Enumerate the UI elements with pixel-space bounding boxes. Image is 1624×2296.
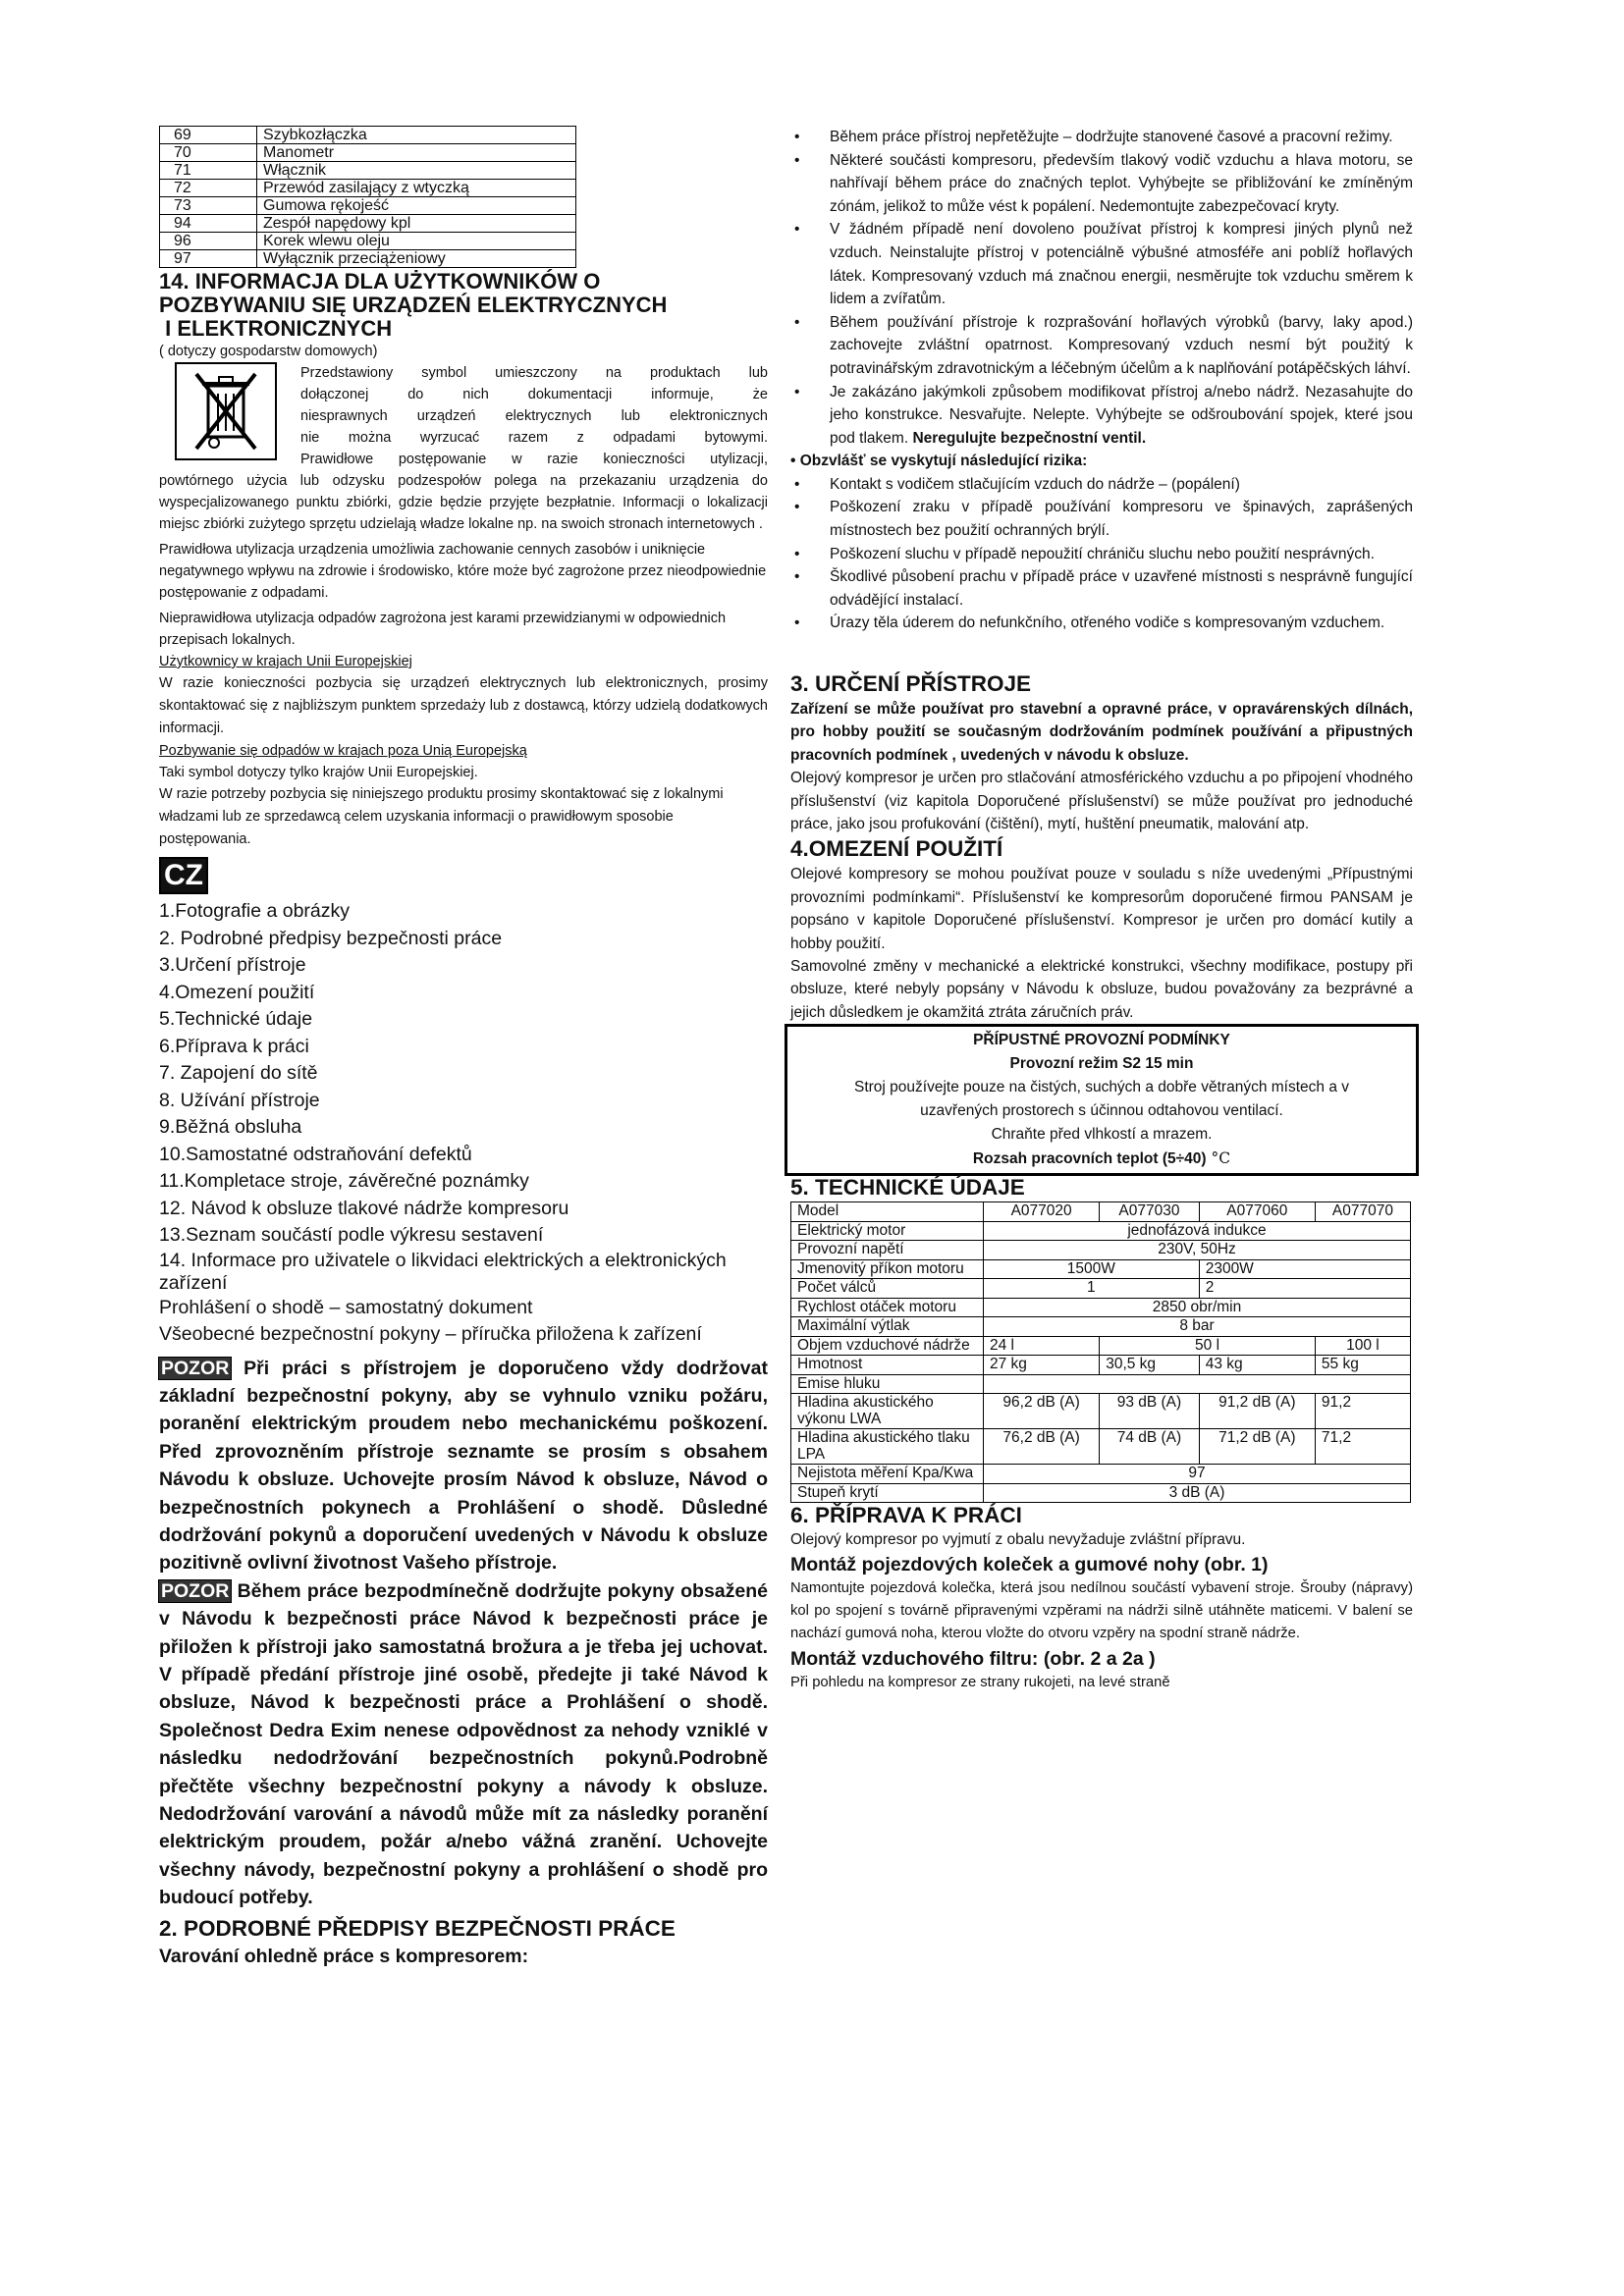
heading-line: POZBYWANIU SIĘ URZĄDZEŃ ELEKTRYCZNYCH bbox=[159, 293, 668, 317]
cell-label: Stupeň krytí bbox=[791, 1483, 984, 1503]
conditions-line: uzavřených prostorech s účinnou odtahovou ventilací. bbox=[920, 1102, 1283, 1120]
heading-line: 14. INFORMACJA DLA UŻYTKOWNIKÓW O bbox=[159, 269, 601, 294]
table-row bbox=[791, 1259, 1411, 1279]
toc-item: 12. Návod k obsluze tlakové nádrže kompresoru bbox=[159, 1197, 569, 1219]
section-2-subheading: Varování ohledně práce s kompresorem: bbox=[159, 1945, 529, 1967]
toc-item: Prohlášení o shodě – samostatný dokument bbox=[159, 1296, 533, 1318]
part-number: 94 bbox=[160, 215, 257, 233]
list-item: • Některé součásti kompresoru, především tlakový vodič vzduchu a hlava motoru, se nahřívají během práce do značných teplot. Vyhýbejte se přibližování ke zmíněným zónám, jelikož to může vést k popálení. Nedemontujte zabezpečovací kryty. bbox=[790, 149, 1413, 219]
pozor-text: Při práci s přístrojem je doporučeno vždy dodržovat základní bezpečnostní pokyny, aby se vyhnulo vzniku požáru, poranění elektrickým proudem nebo mechanickému poškození. Před zprovozněním přístroje seznamte se prosím s obsahem Návodu k obsluze. Uchovejte prosím Návod k obsluze, Návod o bezpečnostních pokynech a Prohlášení o shodě. Důsledné dodržování pokynů a doporučení uvedených v Návodu k obsluze pozitivně ovlivní životnost Vašeho přístroje. bbox=[159, 1357, 768, 1575]
section-14-heading bbox=[159, 270, 768, 341]
part-name: Zespół napędowy kpl bbox=[257, 215, 576, 233]
pozor-label: POZOR bbox=[161, 1357, 230, 1379]
paragraph: W razie potrzeby pozbycia się niniejszego produktu prosimy skontaktować się z lokalnymi władzami lub ze sprzedawcą celem uzyskania informacji o prawidłowym sposobie postępowania. bbox=[159, 786, 724, 847]
technical-data-table bbox=[790, 1201, 1411, 1503]
weee-line: niesprawnych urządzeń elektrycznych lub elektronicznych bbox=[300, 408, 768, 424]
cell-label: Emise hluku bbox=[791, 1374, 984, 1394]
households-note: ( dotyczy gospodarstw domowych) bbox=[159, 344, 378, 359]
section-3-body: Olejový kompresor je určen pro stlačování atmosférického vzduchu a po připojení vhodného příslušenství (viz kapitola Doporučené příslušenství) se může používat pro jednoduché práce, jako jsou profukování (čištění), mytí, huštění pneumatik, malování atp. bbox=[790, 770, 1413, 832]
toc-item: 13.Seznam součástí podle výkresu sestavení bbox=[159, 1224, 544, 1246]
part-name: Wyłącznik przeciążeniowy bbox=[257, 250, 576, 268]
list-item: • Poškození sluchu v případě nepoužití chrániču sluchu nebo použití nesprávných. bbox=[790, 543, 1413, 566]
bullet-bold: Neregulujte bezpečnostní ventil. bbox=[912, 429, 1147, 447]
list-item bbox=[790, 381, 1413, 451]
conditions-line: Chraňte před vlhkostí a mrazem. bbox=[991, 1126, 1213, 1144]
cz-language-badge: CZ bbox=[159, 857, 208, 894]
non-eu-heading: Pozbywanie się odpadów w krajach poza Unią Europejską bbox=[159, 743, 527, 759]
toc-item: 8. Užívání přístroje bbox=[159, 1089, 320, 1111]
part-name: Manometr bbox=[257, 144, 576, 162]
cell: A077060 bbox=[1199, 1202, 1315, 1222]
cell: 97 bbox=[984, 1465, 1411, 1484]
part-name: Włącznik bbox=[257, 162, 576, 180]
cell: 1500W bbox=[984, 1259, 1200, 1279]
table-row bbox=[160, 162, 576, 180]
section-6-heading: 6. PŘÍPRAVA K PRÁCI bbox=[790, 1503, 1022, 1528]
toc-item: 10.Samostatné odstraňování defektů bbox=[159, 1143, 472, 1165]
temp-unit: °C bbox=[1206, 1149, 1231, 1168]
table-row bbox=[791, 1202, 1411, 1222]
conditions-line: Stroj používejte pouze na čistých, suchých a dobře větraných místech a v bbox=[853, 1079, 1349, 1096]
table-row bbox=[791, 1336, 1411, 1356]
cell: 100 l bbox=[1315, 1336, 1410, 1356]
cell-label: Hladina akustického výkonu LWA bbox=[791, 1394, 984, 1429]
pozor-label: POZOR bbox=[161, 1579, 230, 1602]
section-6-subheading: Montáž pojezdových koleček a gumové nohy (obr. 1) bbox=[790, 1553, 1269, 1575]
paragraph: powtórnego użycia lub odzysku podzespołów polega na przekazaniu urządzenia do wyspecjalizowanego punktu zbiórki, gdzie będzie przyjęte bezpłatnie. Informacji o lokalizacji miejsc zbiórki zużytego sprzętu udzielają władze lokalne np. na swoich stronach internetowych . bbox=[159, 473, 768, 532]
cell: 3 dB (A) bbox=[984, 1483, 1411, 1503]
cell: jednofázová indukce bbox=[984, 1221, 1411, 1241]
cell: 24 l bbox=[984, 1336, 1100, 1356]
weee-block bbox=[159, 341, 768, 470]
table-row bbox=[791, 1221, 1411, 1241]
list-item: • Během používání přístroje k rozprašování hořlavých výrobků (barvy, laky apod.) zachovejte zvláštní opatrnost. Kompresovaný vzduch nesmí být použitý k potravinářským zdravotnickým a léčebným účelům a k naplňování potápěčských láhví. bbox=[790, 311, 1413, 381]
section-4-body: Olejové kompresory se mohou používat pouze v souladu s níže uvedenými „Přípustnými provozními podmínkami“. Příslušenství ke kompresorům doporučené firmou PANSAM je popsáno v kapitole Doporučené příslušenství. Kompresor je určen pro domácí kutily a hobby použití. bbox=[790, 866, 1413, 952]
cell: 30,5 kg bbox=[1100, 1356, 1200, 1375]
toc-item: 14. Informace pro uživatele o likvidaci elektrických a elektronických zařízení bbox=[159, 1249, 727, 1294]
cell: 27 kg bbox=[984, 1356, 1100, 1375]
table-row bbox=[160, 127, 576, 144]
section-6-body: Namontujte pojezdová kolečka, která jsou nedílnou součástí vybavení stroje. Šrouby (nápravy) kol po spojení s továrně připravenými vzpěrami na nádrži silně utáhněte maticemi. V balení se nachází gumová noha, kterou vložte do otvoru vzpěry na spodní straně nádrže. bbox=[790, 1579, 1413, 1642]
cell-label: Maximální výtlak bbox=[791, 1317, 984, 1337]
cell: 8 bar bbox=[984, 1317, 1411, 1337]
cell-label: Model bbox=[791, 1202, 984, 1222]
cell-label: Počet válců bbox=[791, 1279, 984, 1299]
cell: 74 dB (A) bbox=[1100, 1429, 1200, 1465]
part-number: 96 bbox=[160, 233, 257, 250]
part-name: Gumowa rękojeść bbox=[257, 197, 576, 215]
cell: 2 bbox=[1199, 1279, 1410, 1299]
paragraph: Prawidłowa utylizacja urządzenia umożliwia zachowanie cennych zasobów i uniknięcie negatywnego wpływu na zdrowie i środowisko, które może być zagrożone przez nieodpowiednie postępowanie z odpadami. bbox=[159, 542, 767, 601]
cell-label: Rychlost otáček motoru bbox=[791, 1298, 984, 1317]
weee-line: dołączonej do nich dokumentacji informuje, że bbox=[300, 387, 768, 402]
cell: A077020 bbox=[984, 1202, 1100, 1222]
bullet-text: Je zakázáno jakýmkoli způsobem modifikovat přístroj a/nebo nádrž. Nezasahujte do jeho konstrukce. Nesvařujte. Nelepte. Vyhýbejte se odšroubování spojek, které jsou pod tlakem. bbox=[830, 383, 1413, 447]
conditions-title: PŘÍPUSTNÉ PROVOZNÍ PODMÍNKY bbox=[973, 1032, 1230, 1049]
part-number: 97 bbox=[160, 250, 257, 268]
operating-conditions-box bbox=[785, 1024, 1419, 1176]
toc-item: 6.Příprava k práci bbox=[159, 1035, 309, 1057]
list-item: • Kontakt s vodičem stlačujícím vzduch do nádrže – (popálení) bbox=[790, 473, 1413, 497]
table-row bbox=[791, 1394, 1411, 1429]
cell: 91,2 bbox=[1315, 1394, 1410, 1429]
right-column bbox=[790, 126, 1413, 1694]
weee-line: nie można wyrzucać razem z odpadami bytowymi. bbox=[300, 430, 768, 446]
section-2-heading: 2. PODROBNÉ PŘEDPISY BEZPEČNOSTI PRÁCE bbox=[159, 1915, 676, 1941]
toc-item: 1.Fotografie a obrázky bbox=[159, 900, 351, 922]
cell: 76,2 dB (A) bbox=[984, 1429, 1100, 1465]
part-name: Przewód zasilający z wtyczką bbox=[257, 180, 576, 197]
part-number: 71 bbox=[160, 162, 257, 180]
eu-heading: Użytkownicy w krajach Unii Europejskiej bbox=[159, 654, 412, 669]
toc-item: 9.Běžná obsluha bbox=[159, 1116, 302, 1138]
table-row bbox=[791, 1317, 1411, 1337]
toc-item: 5.Technické údaje bbox=[159, 1008, 313, 1030]
paragraph: W razie konieczności pozbycia się urządzeń elektrycznych lub elektronicznych, prosimy skontaktować się z najbliższym punktem sprzedaży lub z dostawcą, którzy udzielą dodatkowych informacji. bbox=[159, 675, 768, 736]
weee-line: Prawidłowe postępowanie w razie konieczności utylizacji, bbox=[300, 452, 768, 467]
part-number: 69 bbox=[160, 127, 257, 144]
section-4-body: Samovolné změny v mechanické a elektrické konstrukci, všechny modifikace, postupy při obsluze, které nebyly popsány v Návodu k obsluze, budou považovány za bezprávné a jejich důsledkem je okamžitá ztráta záručních práv. bbox=[790, 957, 1413, 1021]
weee-line: Przedstawiony symbol umieszczony na produktach lub bbox=[300, 365, 768, 381]
part-number: 70 bbox=[160, 144, 257, 162]
section-4-heading: 4.OMEZENÍ POUŽITÍ bbox=[790, 836, 1003, 862]
part-number: 72 bbox=[160, 180, 257, 197]
paragraph: Nieprawidłowa utylizacja odpadów zagrożona jest karami przewidzianymi w odpowiednich przepisach lokalnych. bbox=[159, 611, 727, 648]
table-row bbox=[160, 180, 576, 197]
cell-label: Hladina akustického tlaku LPA bbox=[791, 1429, 984, 1465]
cell-label: Elektrický motor bbox=[791, 1221, 984, 1241]
conditions-mode: Provozní režim S2 15 min bbox=[1009, 1055, 1194, 1073]
table-row bbox=[791, 1429, 1411, 1465]
table-row bbox=[791, 1483, 1411, 1503]
cell: 50 l bbox=[1100, 1336, 1316, 1356]
cell-label: Objem vzduchové nádrže bbox=[791, 1336, 984, 1356]
part-name: Szybkozłączka bbox=[257, 127, 576, 144]
table-row bbox=[791, 1465, 1411, 1484]
cell: 71,2 bbox=[1315, 1429, 1410, 1465]
table-row bbox=[160, 233, 576, 250]
pozor-paragraph-2 bbox=[159, 1577, 768, 1912]
cell-label: Nejistota měření Kpa/Kwa bbox=[791, 1465, 984, 1484]
cell: 91,2 dB (A) bbox=[1199, 1394, 1315, 1429]
parts-table bbox=[159, 126, 576, 268]
pozor-text: Během práce bezpodmínečně dodržujte pokyny obsažené v Návodu k bezpečnosti práce Návod k bezpečnosti práce je přiložen k přístroji jako samostatná brožura a je třeba jej uchovat. V případě předání přístroje jiné osobě, předejte ji také Návod k obsluze, Návod k bezpečnosti práce a Prohlášení o shodě. Společnost Dedra Exim nenese odpovědnost za nehody vzniklé v následku nedodržování bezpečnostních pokynů.Podrobně přečtěte všechny bezpečnostní pokyny a návody k obsluze. Nedodržování varování a návodů může mít za následky poranění elektrickým proudem, požár a/nebo vážná zranění. Uchovejte všechny návody, bezpečnostní pokyny a prohlášení o shodě pro budoucí potřeby. bbox=[159, 1579, 768, 1909]
heading-line: I ELEKTRONICZNYCH bbox=[159, 316, 393, 341]
table-row bbox=[791, 1356, 1411, 1375]
toc-item: Všeobecné bezpečnostní pokyny – příručka přiložena k zařízení bbox=[159, 1323, 702, 1345]
toc-item: 2. Podrobné předpisy bezpečnosti práce bbox=[159, 927, 503, 949]
cell-label: Hmotnost bbox=[791, 1356, 984, 1375]
section-3-heading: 3. URČENÍ PŘÍSTROJE bbox=[790, 670, 1032, 696]
table-row bbox=[160, 215, 576, 233]
list-item: • Úrazy těla úderem do nefunkčního, otřeného vodiče s kompresovaným vzduchem. bbox=[790, 612, 1413, 635]
toc-item: 4.Omezení použití bbox=[159, 981, 315, 1003]
cell-label: Jmenovitý příkon motoru bbox=[791, 1259, 984, 1279]
part-name: Korek wlewu oleju bbox=[257, 233, 576, 250]
cell: 2850 obr/min bbox=[984, 1298, 1411, 1317]
section-6-body: Při pohledu na kompresor ze strany rukojeti, na levé straně bbox=[790, 1674, 1170, 1690]
section-6-intro: Olejový kompresor po vyjmutí z obalu nevyžaduje zvláštní přípravu. bbox=[790, 1531, 1246, 1549]
warning-list bbox=[790, 126, 1413, 381]
temp-range: Rozsah pracovních teplot (5÷40) bbox=[972, 1150, 1207, 1168]
table-row bbox=[160, 144, 576, 162]
section-6-subheading: Montáž vzduchového filtru: (obr. 2 a 2a ) bbox=[790, 1647, 1156, 1670]
toc-item: 7. Zapojení do sítě bbox=[159, 1062, 318, 1084]
cell: A077070 bbox=[1315, 1202, 1410, 1222]
cell: 1 bbox=[984, 1279, 1200, 1299]
cell: 71,2 dB (A) bbox=[1199, 1429, 1315, 1465]
table-row bbox=[791, 1374, 1411, 1394]
section-3-bold: Zařízení se může používat pro stavební a opravné práce, v opravárenských dílnách, pro hobby použití se současným dodržováním podmínek používání a připustných pracovních podmínek , uvedených v návodu k obsluze. bbox=[790, 700, 1413, 764]
table-row bbox=[791, 1279, 1411, 1299]
toc-item: 3.Určení přístroje bbox=[159, 954, 306, 976]
pozor-paragraph-1 bbox=[159, 1355, 768, 1577]
table-row bbox=[160, 250, 576, 268]
cell: 2300W bbox=[1199, 1259, 1410, 1279]
table-row bbox=[160, 197, 576, 215]
cell: 230V, 50Hz bbox=[984, 1241, 1411, 1260]
table-row bbox=[791, 1241, 1411, 1260]
list-item: • Během práce přístroj nepřetěžujte – dodržujte stanovené časové a pracovní režimy. bbox=[790, 126, 1413, 149]
list-item: • Poškození zraku v případě používání kompresoru ve špinavých, zaprášených místnostech bez použití ochranných brýlí. bbox=[790, 496, 1413, 542]
cell: 96,2 dB (A) bbox=[984, 1394, 1100, 1429]
risk-list bbox=[790, 473, 1413, 635]
cell: A077030 bbox=[1100, 1202, 1200, 1222]
left-column bbox=[159, 126, 768, 1969]
list-item: • Škodlivé působení prachu v případě práce v uzavřené místnosti s nesprávně fungující odvádějící instalací. bbox=[790, 565, 1413, 612]
toc-item: 11.Kompletace stroje, závěrečné poznámky bbox=[159, 1170, 529, 1192]
paragraph: Taki symbol dotyczy tylko krajów Unii Europejskiej. bbox=[159, 765, 478, 780]
warning-list-cont bbox=[790, 381, 1413, 451]
cell: 93 dB (A) bbox=[1100, 1394, 1200, 1429]
section-5-heading: 5. TECHNICKÉ ÚDAJE bbox=[790, 1175, 1025, 1201]
part-number: 73 bbox=[160, 197, 257, 215]
cell-label: Provozní napětí bbox=[791, 1241, 984, 1260]
risks-heading: • Obzvlášť se vyskytují následující rizika: bbox=[790, 453, 1088, 470]
conditions-temp bbox=[787, 1147, 1416, 1171]
table-of-contents bbox=[159, 898, 768, 1349]
table-row bbox=[791, 1298, 1411, 1317]
crossed-bin-icon bbox=[175, 362, 277, 460]
list-item: • V žádném případě není dovoleno používat přístroj k kompresi jiných plynů než vzduch. Neinstalujte přístroj v potenciálně výbušné atmosféře ani poblíž hořlavých látek. Kompresovaný vzduch má značnou energii, nesměrujte tok vzduchu směrem k lidem a zvířatům. bbox=[790, 218, 1413, 310]
cell: 55 kg bbox=[1315, 1356, 1410, 1375]
cell: 43 kg bbox=[1199, 1356, 1315, 1375]
risks-heading-text: Obzvlášť se vyskytují následující rizika: bbox=[799, 453, 1088, 470]
cell bbox=[984, 1374, 1411, 1394]
